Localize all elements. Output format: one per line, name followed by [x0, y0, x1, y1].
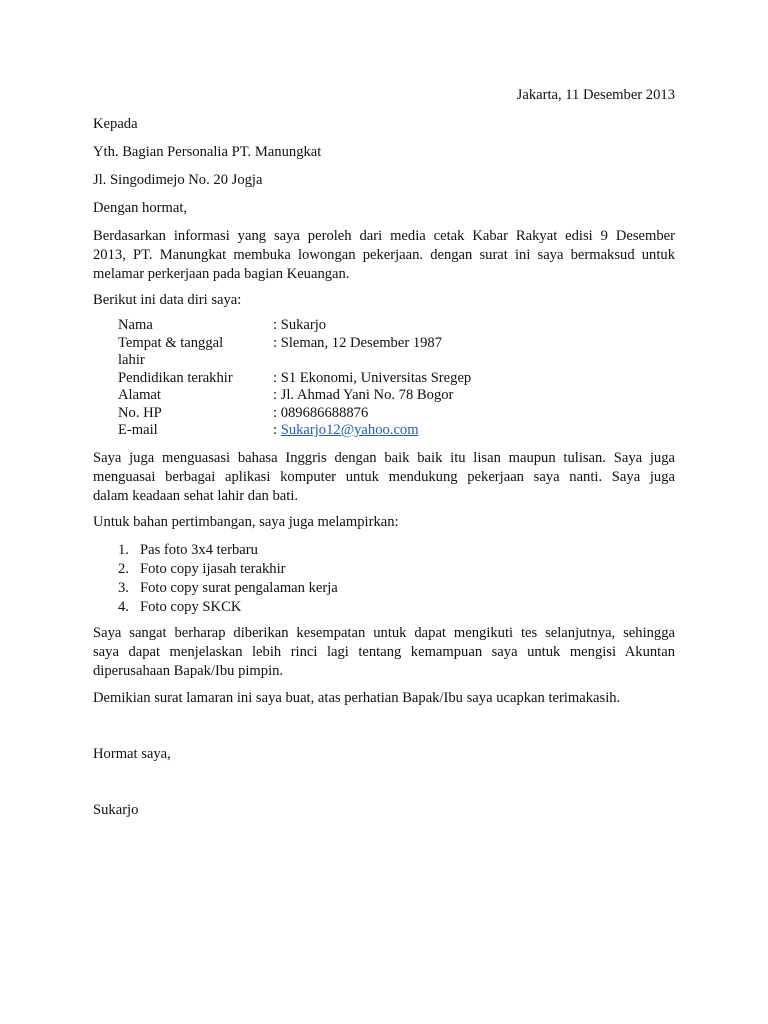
list-number: 3. — [118, 580, 129, 596]
data-row-education — [118, 370, 538, 388]
recipient-address: Jl. Singodimejo No. 20 Jogja — [93, 172, 263, 188]
data-label: Pendidikan terakhir — [118, 369, 233, 386]
sign-off: Hormat saya, — [93, 746, 171, 762]
data-value: : Jl. Ahmad Yani No. 78 Bogor — [273, 387, 454, 403]
data-label: E-mail — [118, 422, 158, 438]
list-text: Foto copy SKCK — [140, 599, 242, 615]
data-value — [273, 422, 419, 440]
hope-line: Saya sangat berharap diberikan kesempatan untuk dapat mengikuti tes selanjutnya, sehingga — [93, 625, 675, 641]
intro-line: 2013, PT. Manungkat membuka lowongan pekerjaan. dengan surat ini saya bermaksud untuk — [93, 247, 675, 263]
data-row-name — [118, 317, 538, 335]
data-value: : 089686688876 — [273, 404, 369, 421]
data-value: : Sukarjo — [273, 317, 327, 333]
hope-line: saya dapat menjelaskan lebih rinci lagi tentang kemampuan saya untuk mengisi Akuntan — [93, 644, 675, 660]
recipient-name: Yth. Bagian Personalia PT. Manungkat — [93, 144, 322, 160]
list-text: Pas foto 3x4 terbaru — [140, 542, 258, 558]
hope-paragraph — [93, 624, 675, 681]
data-value: : S1 Ekonomi, Universitas Sregep — [273, 369, 472, 386]
intro-line: Berdasarkan informasi yang saya peroleh dari media cetak Kabar Rakyat edisi 9 Desember — [93, 228, 675, 244]
list-text: Foto copy ijasah terakhir — [140, 561, 286, 577]
intro-line: melamar perkerjaan pada bagian Keuangan. — [93, 266, 350, 282]
personal-data-table — [118, 317, 538, 440]
list-number: 2. — [118, 561, 129, 577]
list-text: Foto copy surat pengalaman kerja — [140, 580, 338, 596]
letter-page — [93, 0, 675, 1024]
salutation: Dengan hormat, — [93, 200, 188, 216]
signature-name: Sukarjo — [93, 802, 139, 818]
data-label: No. HP — [118, 404, 162, 421]
hope-line: diperusahaan Bapak/Ibu pimpin. — [93, 663, 284, 679]
skills-line: Saya juga menguasasi bahasa Inggris dengan baik baik itu lisan maupun tulisan. Saya juga — [93, 450, 675, 466]
skills-line: dalam keadaan sehat lahir dan bati. — [93, 488, 299, 504]
recipient-greeting: Kepada — [93, 116, 138, 132]
data-row-address — [118, 387, 538, 405]
intro-paragraph — [93, 227, 675, 284]
letter-date: Jakarta, 11 Desember 2013 — [516, 87, 675, 103]
data-row-email — [118, 422, 538, 440]
data-row-phone — [118, 405, 538, 423]
data-row-birth — [118, 335, 538, 370]
email-link[interactable]: Sukarjo12@yahoo.com — [280, 422, 419, 438]
email-colon: : — [273, 422, 281, 438]
data-value: : Sleman, 12 Desember 1987 — [273, 334, 443, 351]
data-intro: Berikut ini data diri saya: — [93, 292, 242, 308]
skills-paragraph — [93, 449, 675, 506]
list-number: 1. — [118, 542, 129, 558]
closing-sentence: Demikian surat lamaran ini saya buat, atas perhatian Bapak/Ibu saya ucapkan terimakasih. — [93, 690, 621, 706]
data-label: Nama — [118, 317, 153, 333]
attachments-intro: Untuk bahan pertimbangan, saya juga melampirkan: — [93, 514, 399, 530]
skills-line: menguasai berbagai aplikasi komputer untuk mendukung pekerjaan saya nanti. Saya juga — [93, 469, 675, 485]
list-number: 4. — [118, 599, 129, 615]
data-label: Tempat & tanggal lahir — [118, 334, 224, 368]
data-label: Alamat — [118, 387, 161, 403]
